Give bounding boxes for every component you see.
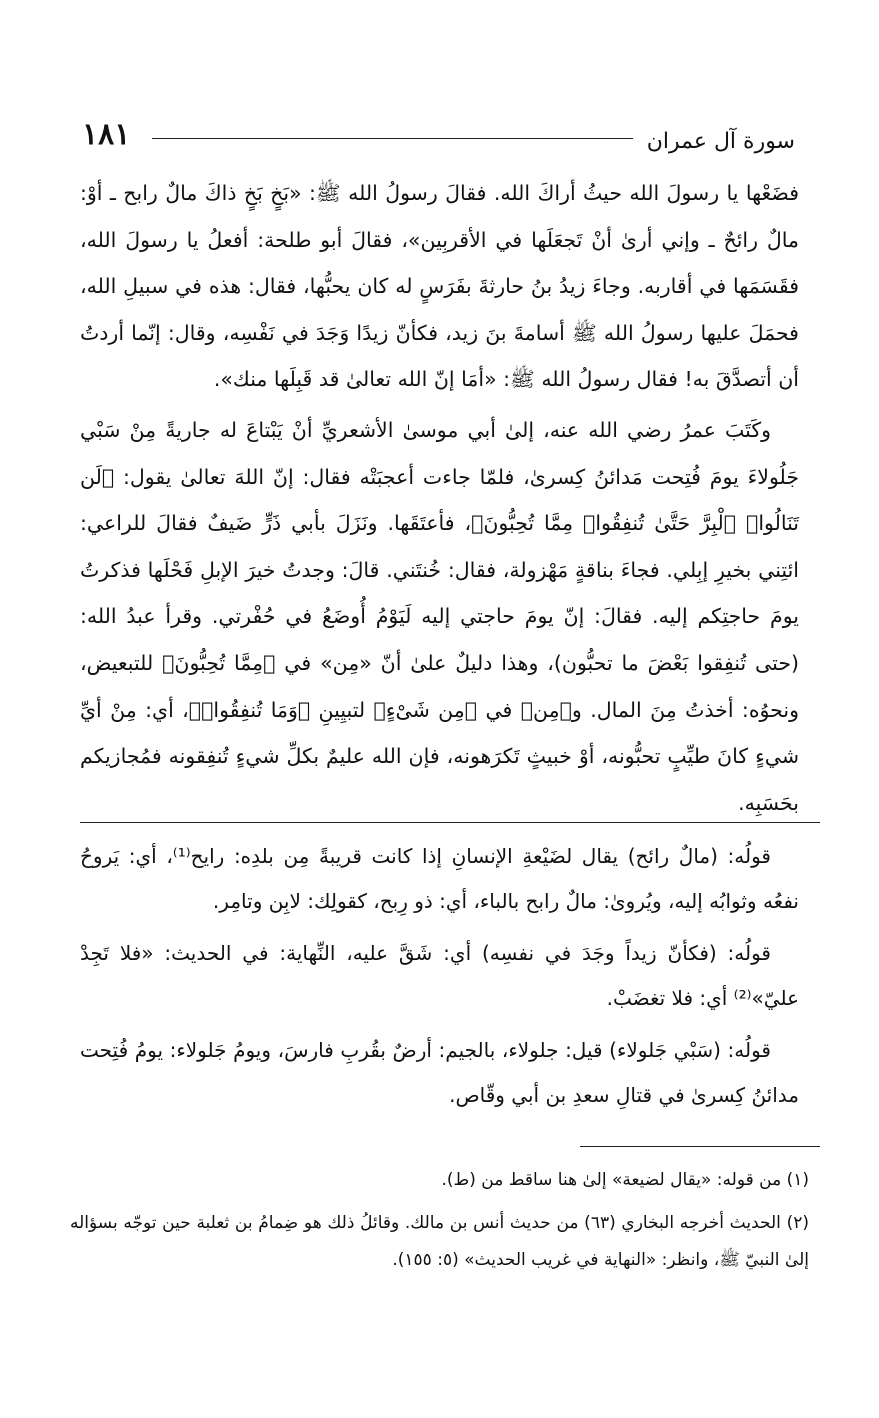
commentary [80,834,799,1125]
commentary-note: قولُه: (مالٌ رائح) يقال لضَيْعةِ الإنسانِ إذا كانت قريبةً مِن بلدِه: رايح⁽¹⁾، أي: يَروحُ نفعُه وثوابُه إليه، ويُروىٰ: مالٌ رابح بالباء، أي: ذو رِبح، كقولِك: لابِن وتامِر. [80,844,799,913]
footnote-divider [580,1146,820,1147]
commentary-note: قولُه: (فكأنّ زيداً وجَدَ في نفسِه) أي: شَقَّ عليه، النِّهاية: في الحديث: «فلا تَجِدْ عليّ»⁽²⁾ أي: فلا تغضَبْ. [80,941,799,1010]
chapter-title: سورة آل عمران [646,128,795,154]
main-text [80,170,799,826]
footnote: (٢) الحديث أخرجه البخاري (٦٣) من حديث أنس بن مالك. وقائلُ ذلك هو ضِمامُ بن ثعلبة حين توجّه بسؤاله إلىٰ النبيّ ﷺ، وانظر: «النهاية في غريب الحديث» (٥: ١٥٥). [70,1213,809,1270]
main-paragraph: فضَعْها يا رسولَ الله حيثُ أراكَ الله. فقالَ رسولُ الله ﷺ: «بَخٍ بَخٍ ذاكَ مالٌ رابح ـ أوْ: مالٌ رائحٌ ـ وإني أرىٰ أنْ تَجعَلَها في الأقربِين»، فقالَ أبو طلحة: أفعلُ يا رسولَ الله، فقَسَمَها في أقاربه. وجاءَ زيدُ بنُ حارثةَ بفَرَسٍ له كان يحبُّها، فقال: هذه في سبيلِ الله، فحمَلَ عليها رسولُ الله ﷺ أسامةَ بنَ زيد، فكأنّ زيدًا وَجَدَ في نَفْسِه، وقال: إنّما أردتُ أن أتصدَّقَ به! فقال رسولُ الله ﷺ: «أمَا إنّ الله تعالىٰ قد قَبِلَها منك». [80,181,799,392]
commentary-divider [80,822,820,823]
footnotes [70,1162,809,1285]
page-header [82,112,795,156]
page-number: ١٨١ [82,116,131,152]
main-paragraph: وكَتَبَ عمرُ رضي الله عنه، إلىٰ أبي موسىٰ الأشعريِّ أنْ يَبْتاعَ له جاريةً مِنْ سَبْي جَلُولاءَ يومَ فُتِحت مَدائنُ كِسرىٰ، فلمّا جاءت أعجبَتْه فقال: إنّ اللهَ تعالىٰ يقول: ﴿لَن تَنَالُوا۟ ٱلْبِرَّ حَتَّىٰ تُنفِقُوا۟ مِمَّا تُحِبُّونَ﴾، فأعتَقَها. ونَزَلَ بأبي ذَرٍّ ضَيفٌ فقالَ للراعي: ائتِني بخيرِ إبِلي. فجاءَ بناقةٍ مَهْزولة، فقال: خُنتَني. قالَ: وجدتُ خيرَ الإبلِ فَحْلَها فذكرتُ يومَ حاجتِكم إليه. فقالَ: إنّ يومَ حاجتي إليه لَيَوْمُ أُوضَعُ في حُفْرتي. وقرأ عبدُ الله: (حتى تُنفِقوا بَعْضَ ما تحبُّون)، وهذا دليلٌ علىٰ أنّ «مِن» في ﴿مِمَّا تُحِبُّونَ﴾ للتبعيض، ونحوُه: أخذتُ مِنَ المال. و﴿مِن﴾ في ﴿مِن شَىْءٍ﴾ لتبيِينِ ﴿وَمَا تُنفِقُوا۟﴾، أي: مِنْ أيِّ شيءٍ كانَ طيِّبٍ تحبُّونه، أوْ خبيثٍ تَكرَهونه، فإن الله عليمٌ بكلِّ شيءٍ تُنفِقونه فمُجازيكم بحَسَبِه. [80,417,799,815]
footnote: (١) من قوله: «يقال لضيعة» إلىٰ هنا ساقط من (ط). [441,1170,809,1190]
commentary-note: قولُه: (سَبْي جَلولاء) قيل: جلولاء، بالجيم: أرضٌ بقُربِ فارسَ، ويومُ جَلولاء: يومُ فُتِحت مدائنُ كِسرىٰ في قتالِ سعدِ بن أبي وقّاص. [80,1038,799,1107]
header-rule [152,138,632,139]
